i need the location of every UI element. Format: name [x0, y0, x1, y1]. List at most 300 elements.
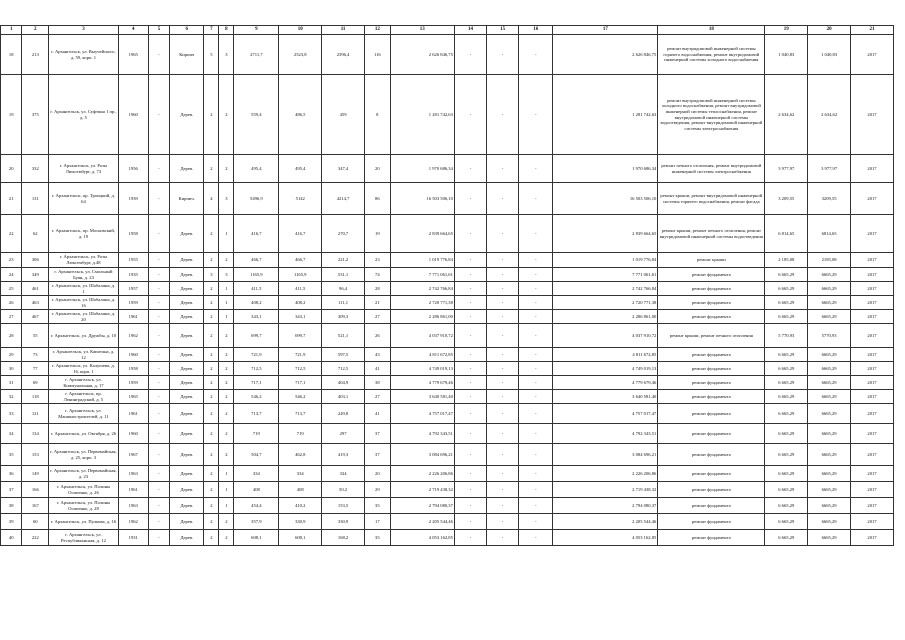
- total-area-cell: 334: [234, 466, 279, 482]
- year-overhaul-cell: -: [148, 498, 169, 514]
- table-row: [1, 155, 894, 183]
- house-id-cell: 461: [22, 282, 49, 296]
- owner-cost-cell: -: [519, 466, 553, 482]
- living-area-cell: 546,2: [279, 390, 322, 404]
- year-built-cell: 1961: [118, 310, 148, 324]
- living-area-cell: 486,5: [279, 75, 322, 155]
- column-number-19: 19: [765, 26, 808, 35]
- max-unit-cost-cell: 2185,08: [808, 253, 851, 268]
- occupied-area-cell: 111,1: [322, 296, 365, 310]
- repair-cost-cell: 16 503 506,10: [553, 183, 658, 215]
- plan-year-cell: 2017: [851, 444, 894, 466]
- occupied-area-cell: 4214,7: [322, 183, 365, 215]
- total-area-cell: 546,2: [234, 390, 279, 404]
- year-overhaul-cell: -: [148, 155, 169, 183]
- plan-year-cell: 2017: [851, 310, 894, 324]
- floors-cell: 3: [204, 268, 219, 282]
- living-area-cell: 343,1: [279, 310, 322, 324]
- total-area-cell: 719: [234, 424, 279, 444]
- residents-cell: 20: [364, 155, 390, 183]
- residents-cell: 17: [364, 514, 390, 530]
- work-type-cell: ремонт фундамента: [658, 530, 765, 546]
- fund-cost-cell: -: [454, 444, 486, 466]
- max-unit-cost-cell: 2 634,62: [808, 75, 851, 155]
- occupied-area-cell: 330,9: [322, 514, 365, 530]
- entrances-cell: 2: [219, 404, 234, 424]
- row-number-cell: 21: [1, 183, 22, 215]
- unit-cost-cell: 6 665,29: [765, 530, 808, 546]
- entrances-cell: 2: [219, 253, 234, 268]
- repair-cost-cell: 2 626 846,75: [553, 35, 658, 75]
- floors-cell: 2: [204, 362, 219, 376]
- total-area-cell: 357,9: [234, 514, 279, 530]
- entrances-cell: 2: [219, 324, 234, 348]
- fund-cost-cell: -: [454, 376, 486, 390]
- fund-cost-cell: -: [454, 362, 486, 376]
- occupied-area-cell: 221,2: [322, 253, 365, 268]
- living-area-cell: 462,8: [279, 444, 322, 466]
- total-area-cell: 721,9: [234, 348, 279, 362]
- year-built-cell: 1957: [118, 282, 148, 296]
- residents-cell: 41: [364, 404, 390, 424]
- work-type-cell: ремонт фундамента: [658, 424, 765, 444]
- repair-cost-cell: 4 053 162,85: [553, 530, 658, 546]
- wall-material-cell: Дерев.: [170, 296, 204, 310]
- work-type-cell: ремонт фундамента: [658, 466, 765, 482]
- budget-cost-cell: -: [487, 183, 519, 215]
- total-cost-cell: 7 771 061,61: [390, 268, 454, 282]
- wall-material-cell: Дерев.: [170, 498, 204, 514]
- occupied-area-cell: 419,3: [322, 444, 365, 466]
- living-area-cell: 1165,9: [279, 268, 322, 282]
- floors-cell: 2: [204, 348, 219, 362]
- address-cell: г. Архангельск, пр. Троицкий, д. 64: [49, 183, 119, 215]
- address-cell: г. Архангельск, ул. Первомайская, д. 25, корп. 3: [49, 444, 119, 466]
- budget-cost-cell: -: [487, 376, 519, 390]
- house-id-cell: 73: [22, 348, 49, 362]
- entrances-cell: 1: [219, 466, 234, 482]
- column-number-14: 14: [454, 26, 486, 35]
- column-number-2: 2: [22, 26, 49, 35]
- fund-cost-cell: -: [454, 390, 486, 404]
- floors-cell: 2: [204, 324, 219, 348]
- work-type-cell: ремонт внутридомовой инженерной системы холодного водоснабжения, ремонт внутридомовой инженерной системы теплоснабжения, ремонт внутридомовой инженерной системы водоотведения, ремонт внутридомовой инженерной системы электроснабжения: [658, 75, 765, 155]
- year-overhaul-cell: -: [148, 404, 169, 424]
- floors-cell: 5: [204, 35, 219, 75]
- max-unit-cost-cell: 6665,29: [808, 498, 851, 514]
- entrances-cell: 3: [219, 268, 234, 282]
- occupied-area-cell: 249,8: [322, 404, 365, 424]
- plan-year-cell: 2017: [851, 362, 894, 376]
- wall-material-cell: Дерев.: [170, 530, 204, 546]
- repair-cost-cell: 7 771 061,61: [553, 268, 658, 282]
- living-area-cell: 2523,8: [279, 35, 322, 75]
- work-type-cell: ремонт фундамента: [658, 482, 765, 498]
- total-area-cell: 411,5: [234, 282, 279, 296]
- budget-cost-cell: -: [487, 324, 519, 348]
- living-area-cell: 410,2: [279, 498, 322, 514]
- address-cell: г. Архангельск, ул. Первомайская, д. 23: [49, 466, 119, 482]
- address-cell: г. Архангельск, ул. Шабалина, д. 16: [49, 296, 119, 310]
- residents-cell: 27: [364, 390, 390, 404]
- repair-cost-cell: 2 839 664,65: [553, 215, 658, 253]
- occupied-area-cell: 521,1: [322, 324, 365, 348]
- budget-cost-cell: -: [487, 498, 519, 514]
- column-number-8: 8: [219, 26, 234, 35]
- residents-cell: 86: [364, 183, 390, 215]
- entrances-cell: 2: [219, 348, 234, 362]
- repair-cost-cell: 4 811 672,85: [553, 348, 658, 362]
- total-cost-cell: 1 281 742,63: [390, 75, 454, 155]
- residents-cell: 37: [364, 444, 390, 466]
- total-area-cell: 408,2: [234, 296, 279, 310]
- unit-cost-cell: 6 665,29: [765, 296, 808, 310]
- year-built-cell: 1959: [118, 376, 148, 390]
- entrances-cell: 2: [219, 362, 234, 376]
- owner-cost-cell: -: [519, 362, 553, 376]
- residents-cell: 41: [364, 362, 390, 376]
- column-number-21: 21: [851, 26, 894, 35]
- entrances-cell: 1: [219, 215, 234, 253]
- max-unit-cost-cell: 6665,29: [808, 390, 851, 404]
- owner-cost-cell: -: [519, 296, 553, 310]
- owner-cost-cell: -: [519, 530, 553, 546]
- repair-cost-cell: 2 286 861,00: [553, 310, 658, 324]
- address-cell: г. Архангельск, ул. Шабалина, д. 1: [49, 282, 119, 296]
- fund-cost-cell: -: [454, 482, 486, 498]
- plan-year-cell: 2017: [851, 498, 894, 514]
- address-cell: г. Архангельск, ул. Суфтина 1 пр., д. 5: [49, 75, 119, 155]
- owner-cost-cell: -: [519, 390, 553, 404]
- address-cell: г. Архангельск, ул. Калушева, д. 16, корп. 1: [49, 362, 119, 376]
- plan-year-cell: 2017: [851, 466, 894, 482]
- house-id-cell: 77: [22, 362, 49, 376]
- plan-year-cell: 2017: [851, 530, 894, 546]
- table-row: [1, 362, 894, 376]
- unit-cost-cell: 6 665,29: [765, 348, 808, 362]
- living-area-cell: 408,2: [279, 296, 322, 310]
- year-built-cell: 1962: [118, 514, 148, 530]
- owner-cost-cell: -: [519, 183, 553, 215]
- occupied-area-cell: 2396,4: [322, 35, 365, 75]
- work-type-cell: ремонт фундамента: [658, 268, 765, 282]
- column-number-17: 17: [553, 26, 658, 35]
- max-unit-cost-cell: 6665,29: [808, 514, 851, 530]
- year-built-cell: 1967: [118, 444, 148, 466]
- unit-cost-cell: 6 665,29: [765, 376, 808, 390]
- owner-cost-cell: -: [519, 444, 553, 466]
- year-built-cell: 1960: [118, 75, 148, 155]
- budget-cost-cell: -: [487, 466, 519, 482]
- address-cell: г. Архангельск, ул. Капитана, д. 12: [49, 348, 119, 362]
- plan-year-cell: 2017: [851, 324, 894, 348]
- table-row: [1, 390, 894, 404]
- row-number-cell: 40: [1, 530, 22, 546]
- max-unit-cost-cell: 1 040,83: [808, 35, 851, 75]
- row-number-cell: 37: [1, 482, 22, 498]
- column-number-6: 6: [170, 26, 204, 35]
- residents-cell: 37: [364, 424, 390, 444]
- total-cost-cell: 16 503 506,10: [390, 183, 454, 215]
- address-cell: г. Архангельск, пр. Ленинградский, д. 5: [49, 390, 119, 404]
- address-cell: г. Архангельск, ул. Полины Осипенко, д. 28: [49, 498, 119, 514]
- address-cell: г. Архангельск, ул. Розы Люксембург, д. 73: [49, 155, 119, 183]
- house-id-cell: 213: [22, 35, 49, 75]
- total-cost-cell: 1 019 776,84: [390, 253, 454, 268]
- house-id-cell: 166: [22, 482, 49, 498]
- wall-material-cell: Дерев.: [170, 348, 204, 362]
- house-id-cell: 349: [22, 268, 49, 282]
- year-built-cell: 1965: [118, 390, 148, 404]
- address-cell: г. Архангельск, ул. Розы Люксембург, д.48: [49, 253, 119, 268]
- floors-cell: 2: [204, 376, 219, 390]
- owner-cost-cell: -: [519, 348, 553, 362]
- year-built-cell: 1935: [118, 268, 148, 282]
- year-overhaul-cell: -: [148, 466, 169, 482]
- row-number-cell: 35: [1, 444, 22, 466]
- total-area-cell: 717,1: [234, 376, 279, 390]
- unit-cost-cell: 2 634,62: [765, 75, 808, 155]
- plan-year-cell: 2017: [851, 296, 894, 310]
- plan-year-cell: 2017: [851, 268, 894, 282]
- max-unit-cost-cell: 3 977,97: [808, 155, 851, 183]
- budget-cost-cell: -: [487, 75, 519, 155]
- house-id-cell: 467: [22, 310, 49, 324]
- max-unit-cost-cell: 6665,29: [808, 482, 851, 498]
- table-row: [1, 282, 894, 296]
- budget-cost-cell: -: [487, 390, 519, 404]
- total-area-cell: 713,7: [234, 404, 279, 424]
- fund-cost-cell: -: [454, 498, 486, 514]
- plan-year-cell: 2017: [851, 183, 894, 215]
- year-built-cell: 1959: [118, 296, 148, 310]
- unit-cost-cell: 6 814,65: [765, 215, 808, 253]
- year-built-cell: 1961: [118, 482, 148, 498]
- repair-cost-cell: 2 719 438,32: [553, 482, 658, 498]
- max-unit-cost-cell: 6665,29: [808, 530, 851, 546]
- fund-cost-cell: -: [454, 530, 486, 546]
- unit-cost-cell: 6 665,29: [765, 482, 808, 498]
- work-type-cell: ремонт фундамента: [658, 376, 765, 390]
- total-cost-cell: 2 626 846,75: [390, 35, 454, 75]
- address-cell: г. Архангельск, ул. Октября, д. 26: [49, 424, 119, 444]
- table-row: [1, 514, 894, 530]
- wall-material-cell: Дерев.: [170, 75, 204, 155]
- total-cost-cell: 4 053 162,85: [390, 530, 454, 546]
- unit-cost-cell: 6 665,29: [765, 514, 808, 530]
- total-area-cell: 559,4: [234, 75, 279, 155]
- wall-material-cell: Дерев.: [170, 310, 204, 324]
- floors-cell: 2: [204, 155, 219, 183]
- fund-cost-cell: -: [454, 215, 486, 253]
- wall-material-cell: Дерев.: [170, 324, 204, 348]
- column-number-20: 20: [808, 26, 851, 35]
- total-area-cell: 699,7: [234, 324, 279, 348]
- residents-cell: 26: [364, 324, 390, 348]
- owner-cost-cell: -: [519, 482, 553, 498]
- unit-cost-cell: 6 665,29: [765, 404, 808, 424]
- floors-cell: 2: [204, 310, 219, 324]
- floors-cell: 2: [204, 466, 219, 482]
- row-number-cell: 34: [1, 424, 22, 444]
- table-row: [1, 183, 894, 215]
- table-row: [1, 324, 894, 348]
- year-overhaul-cell: -: [148, 282, 169, 296]
- repair-cost-cell: 3 640 581,40: [553, 390, 658, 404]
- living-area-cell: 699,7: [279, 324, 322, 348]
- occupied-area-cell: 403,1: [322, 390, 365, 404]
- occupied-area-cell: 597,5: [322, 348, 365, 362]
- total-cost-cell: 2 794 080,37: [390, 498, 454, 514]
- column-number-7: 7: [204, 26, 219, 35]
- row-number-cell: 18: [1, 35, 22, 75]
- occupied-area-cell: 712,5: [322, 362, 365, 376]
- owner-cost-cell: -: [519, 155, 553, 183]
- budget-cost-cell: -: [487, 310, 519, 324]
- fund-cost-cell: -: [454, 324, 486, 348]
- row-number-cell: 23: [1, 253, 22, 268]
- wall-material-cell: Дерев.: [170, 282, 204, 296]
- owner-cost-cell: -: [519, 253, 553, 268]
- budget-cost-cell: -: [487, 362, 519, 376]
- residents-cell: 27: [364, 310, 390, 324]
- total-cost-cell: 3 084 696,21: [390, 444, 454, 466]
- work-type-cell: ремонт фундамента: [658, 348, 765, 362]
- total-area-cell: 608,1: [234, 530, 279, 546]
- table-row: [1, 348, 894, 362]
- floors-cell: 2: [204, 404, 219, 424]
- table-row: [1, 268, 894, 282]
- max-unit-cost-cell: 6665,29: [808, 296, 851, 310]
- living-area-cell: 330,9: [279, 514, 322, 530]
- repair-cost-cell: 4 749 019,13: [553, 362, 658, 376]
- entrances-cell: 2: [219, 530, 234, 546]
- house-id-cell: 55: [22, 324, 49, 348]
- year-overhaul-cell: -: [148, 444, 169, 466]
- total-cost-cell: 4 757 017,47: [390, 404, 454, 424]
- wall-material-cell: Кирпич: [170, 35, 204, 75]
- house-id-cell: 167: [22, 498, 49, 514]
- budget-cost-cell: -: [487, 482, 519, 498]
- living-area-cell: 408: [279, 482, 322, 498]
- wall-material-cell: Дерев.: [170, 253, 204, 268]
- entrances-cell: 2: [219, 444, 234, 466]
- max-unit-cost-cell: 6665,29: [808, 466, 851, 482]
- year-built-cell: 1963: [118, 498, 148, 514]
- column-number-4: 4: [118, 26, 148, 35]
- repair-cost-cell: 1 970 686,34: [553, 155, 658, 183]
- year-overhaul-cell: -: [148, 296, 169, 310]
- row-number-cell: 36: [1, 466, 22, 482]
- living-area-cell: 713,7: [279, 404, 322, 424]
- unit-cost-cell: 5 770,93: [765, 324, 808, 348]
- entrances-cell: 1: [219, 296, 234, 310]
- table-row: [1, 482, 894, 498]
- house-id-cell: 131: [22, 183, 49, 215]
- row-number-cell: 22: [1, 215, 22, 253]
- fund-cost-cell: -: [454, 282, 486, 296]
- plan-year-cell: 2017: [851, 376, 894, 390]
- residents-cell: 8: [364, 75, 390, 155]
- row-number-cell: 33: [1, 404, 22, 424]
- occupied-area-cell: 459: [322, 75, 365, 155]
- table-row: [1, 296, 894, 310]
- floors-cell: 2: [204, 296, 219, 310]
- column-number-11: 11: [322, 26, 365, 35]
- work-type-cell: ремонт крыши, ремонт внутридомовой инженерной системы горячего водоснабжения, ремонт фасада: [658, 183, 765, 215]
- fund-cost-cell: -: [454, 348, 486, 362]
- total-area-cell: 2711,7: [234, 35, 279, 75]
- occupied-area-cell: 297: [322, 424, 365, 444]
- plan-year-cell: 2017: [851, 390, 894, 404]
- row-number-cell: 38: [1, 498, 22, 514]
- entrances-cell: 1: [219, 310, 234, 324]
- year-built-cell: 1960: [118, 348, 148, 362]
- total-cost-cell: 1 970 686,34: [390, 155, 454, 183]
- living-area-cell: 717,1: [279, 376, 322, 390]
- house-id-cell: 118: [22, 390, 49, 404]
- repair-cost-cell: 1 281 742,63: [553, 75, 658, 155]
- repair-cost-cell: 2 742 766,84: [553, 282, 658, 296]
- total-cost-cell: 2 286 861,00: [390, 310, 454, 324]
- address-cell: г. Архангельск, ул. Полины Осипенко, д. 26: [49, 482, 119, 498]
- year-overhaul-cell: -: [148, 215, 169, 253]
- entrances-cell: 2: [219, 424, 234, 444]
- work-type-cell: ремонт фундамента: [658, 498, 765, 514]
- work-type-cell: ремонт фундамента: [658, 362, 765, 376]
- floors-cell: 2: [204, 444, 219, 466]
- owner-cost-cell: -: [519, 215, 553, 253]
- total-cost-cell: 2 719 438,32: [390, 482, 454, 498]
- wall-material-cell: Кирпич.: [170, 183, 204, 215]
- address-cell: г. Архангельск, ул. Коммунальная, д. 17: [49, 376, 119, 390]
- wall-material-cell: Дерев.: [170, 362, 204, 376]
- budget-cost-cell: -: [487, 444, 519, 466]
- budget-cost-cell: -: [487, 514, 519, 530]
- budget-cost-cell: -: [487, 424, 519, 444]
- column-number-1: 1: [1, 26, 22, 35]
- living-area-cell: 608,1: [279, 530, 322, 546]
- house-id-cell: 69: [22, 376, 49, 390]
- year-overhaul-cell: -: [148, 35, 169, 75]
- entrances-cell: 1: [219, 282, 234, 296]
- year-overhaul-cell: -: [148, 183, 169, 215]
- wall-material-cell: Дерев.: [170, 482, 204, 498]
- owner-cost-cell: -: [519, 268, 553, 282]
- max-unit-cost-cell: 5770,93: [808, 324, 851, 348]
- row-number-cell: 19: [1, 75, 22, 155]
- owner-cost-cell: -: [519, 424, 553, 444]
- fund-cost-cell: -: [454, 310, 486, 324]
- plan-year-cell: 2017: [851, 424, 894, 444]
- house-id-cell: 134: [22, 424, 49, 444]
- plan-year-cell: 2017: [851, 282, 894, 296]
- table-row: [1, 75, 894, 155]
- plan-year-cell: 2017: [851, 404, 894, 424]
- table-row: [1, 253, 894, 268]
- house-id-cell: 153: [22, 444, 49, 466]
- unit-cost-cell: 6 665,29: [765, 390, 808, 404]
- total-area-cell: 408: [234, 482, 279, 498]
- entrances-cell: 2: [219, 75, 234, 155]
- max-unit-cost-cell: 6665,29: [808, 404, 851, 424]
- column-number-10: 10: [279, 26, 322, 35]
- max-unit-cost-cell: 6665,29: [808, 268, 851, 282]
- unit-cost-cell: 6 665,29: [765, 444, 808, 466]
- occupied-area-cell: 309,3: [322, 310, 365, 324]
- year-overhaul-cell: -: [148, 253, 169, 268]
- fund-cost-cell: -: [454, 514, 486, 530]
